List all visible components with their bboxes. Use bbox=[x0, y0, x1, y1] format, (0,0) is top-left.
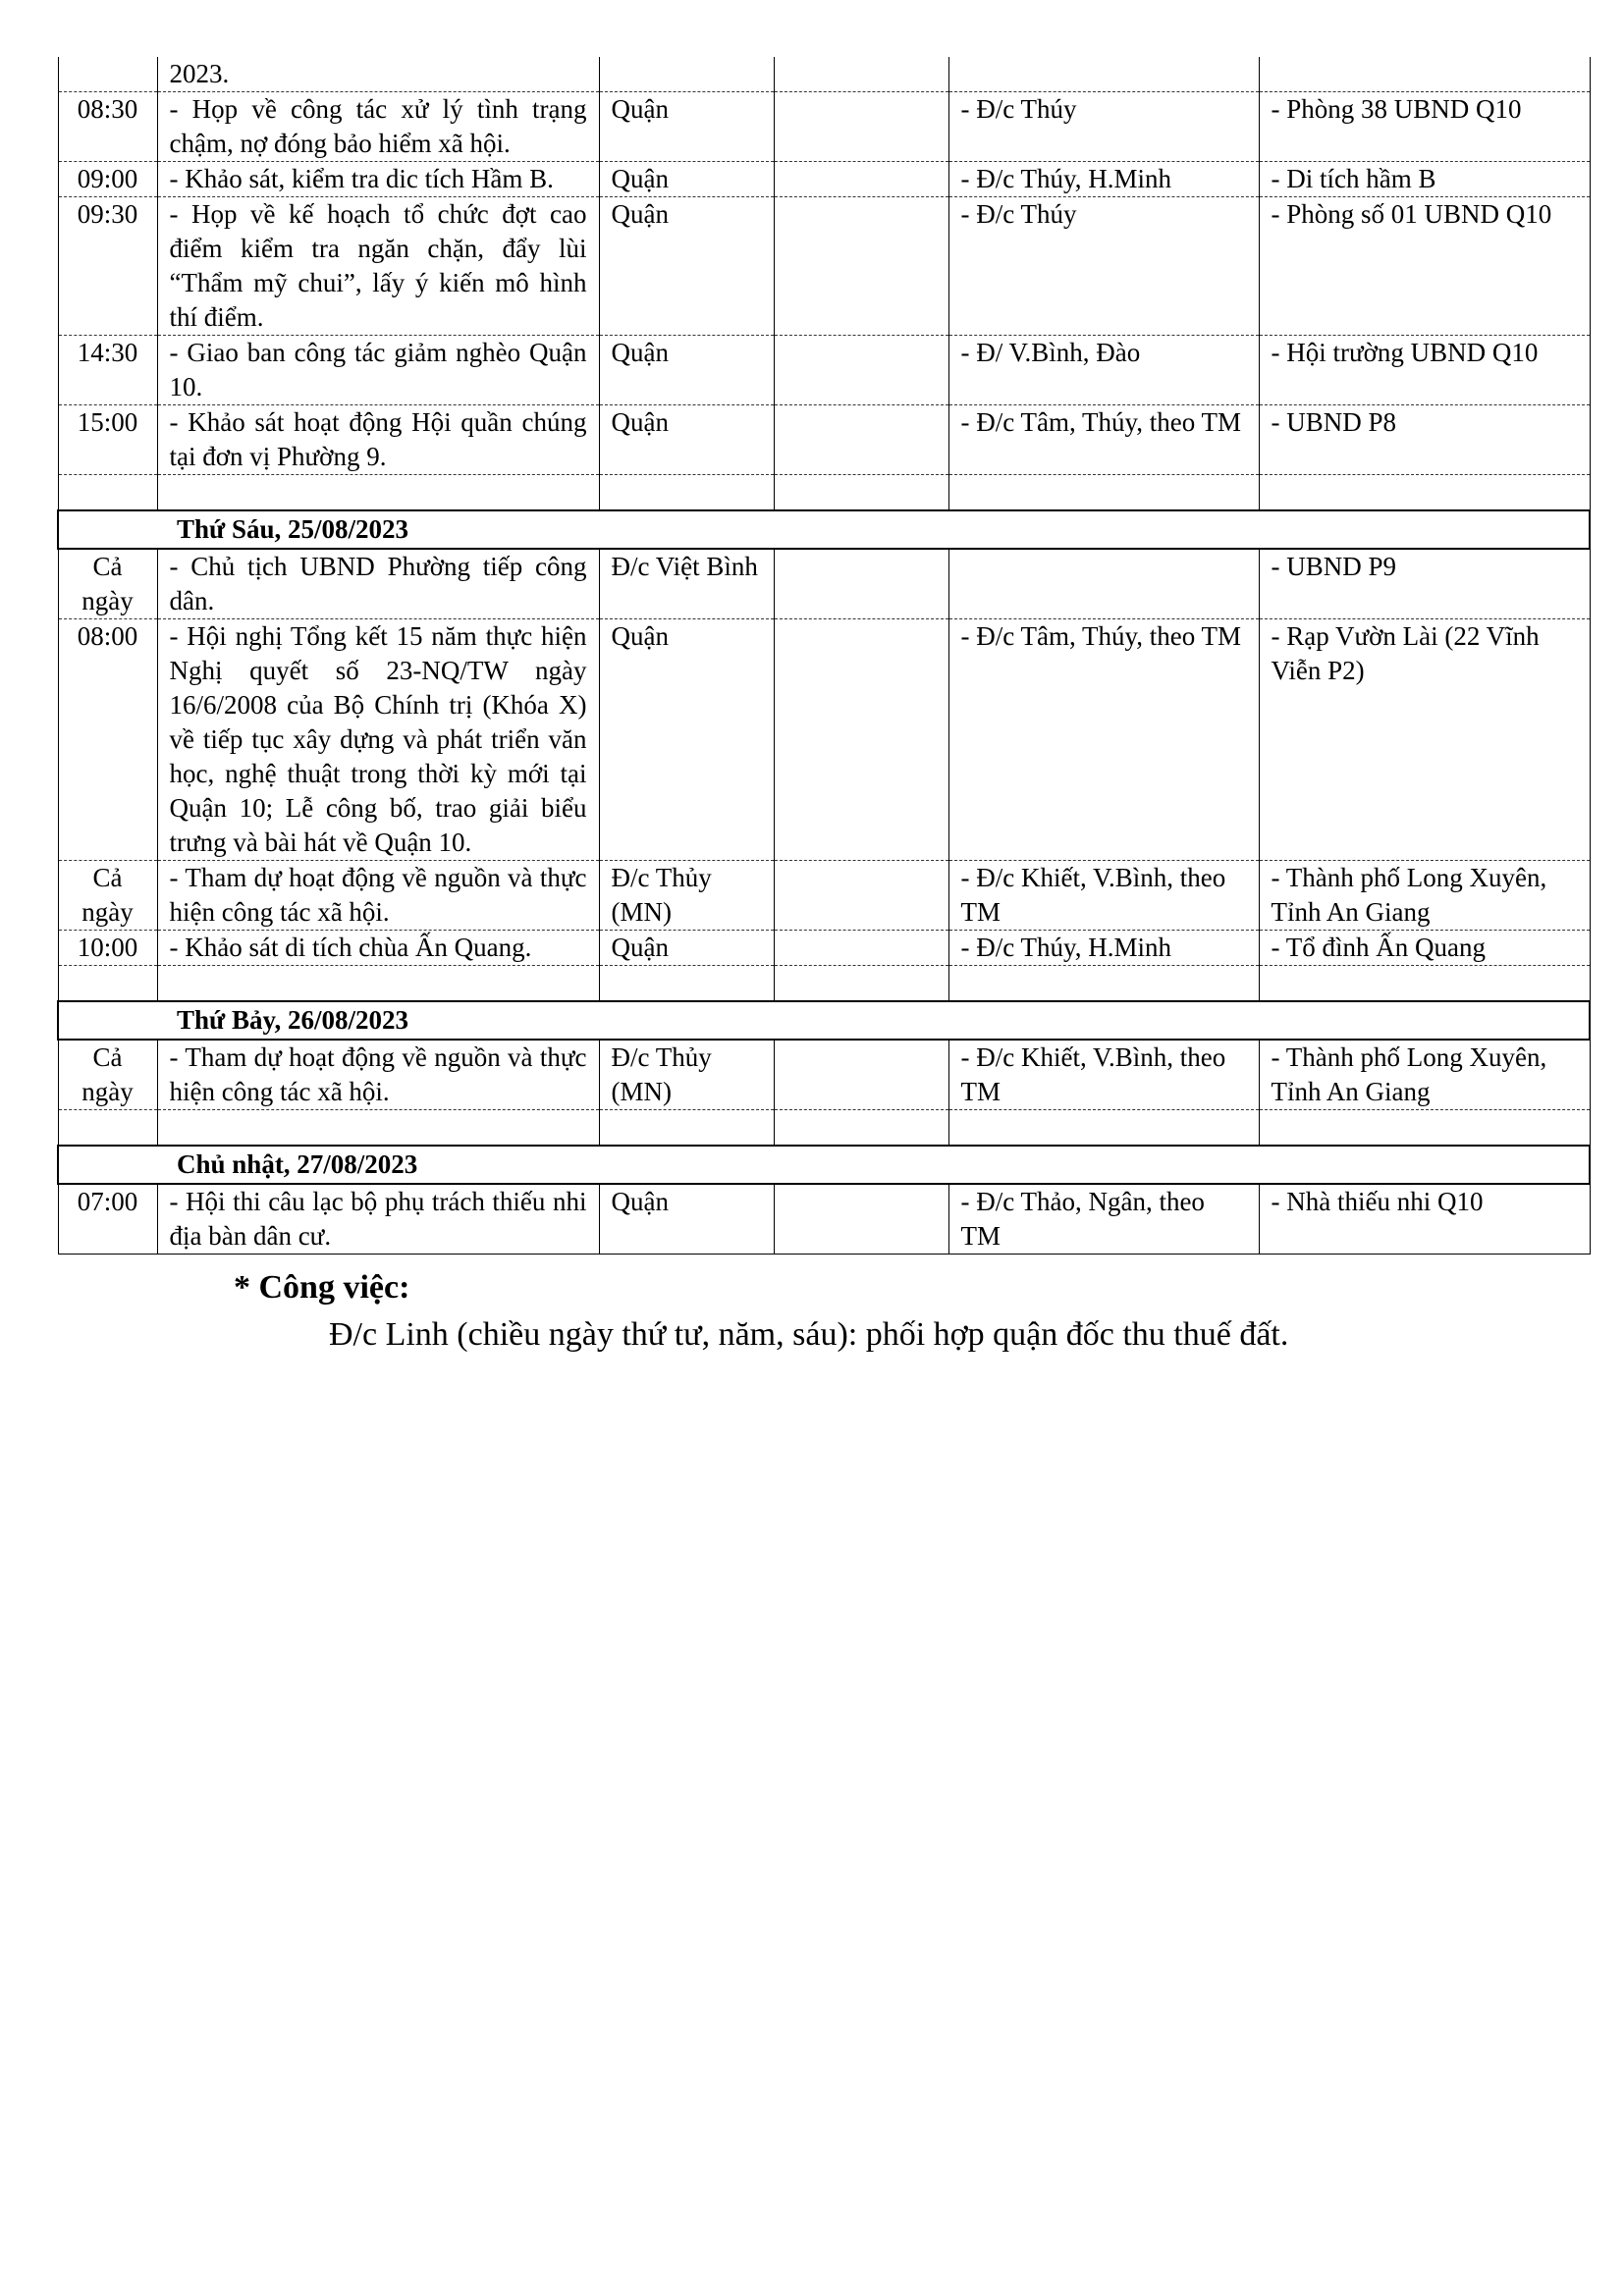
blank-cell bbox=[1259, 966, 1590, 1002]
participants-cell: - Đ/ V.Bình, Đào bbox=[948, 336, 1259, 405]
prep-cell bbox=[774, 549, 948, 619]
day-header: Thứ Bảy, 26/08/2023 bbox=[58, 1001, 1590, 1040]
participants-cell: - Đ/c Khiết, V.Bình, theo TM bbox=[948, 1040, 1259, 1110]
blank-row bbox=[58, 475, 1590, 511]
participants-cell bbox=[948, 57, 1259, 92]
host-cell: Đ/c Thủy (MN) bbox=[599, 861, 774, 931]
table-row bbox=[58, 162, 1590, 197]
participants-cell: - Đ/c Tâm, Thúy, theo TM bbox=[948, 619, 1259, 861]
table-row bbox=[58, 197, 1590, 336]
table-row bbox=[58, 1184, 1590, 1255]
table-row bbox=[58, 931, 1590, 966]
prep-cell bbox=[774, 931, 948, 966]
host-cell: Quận bbox=[599, 336, 774, 405]
location-cell: - Hội trường UBND Q10 bbox=[1259, 336, 1590, 405]
table-row bbox=[58, 619, 1590, 861]
location-cell: - Thành phố Long Xuyên, Tỉnh An Giang bbox=[1259, 861, 1590, 931]
work-section-text: Đ/c Linh (chiều ngày thứ tư, năm, sáu): phối hợp quận đốc thu thuế đất. bbox=[329, 1316, 1289, 1353]
location-cell: - UBND P8 bbox=[1259, 405, 1590, 475]
prep-cell bbox=[774, 197, 948, 336]
host-cell: Quận bbox=[599, 92, 774, 162]
participants-cell: - Đ/c Thảo, Ngân, theo TM bbox=[948, 1184, 1259, 1255]
time-cell: 09:30 bbox=[58, 197, 157, 336]
location-cell: - UBND P9 bbox=[1259, 549, 1590, 619]
day-header: Thứ Sáu, 25/08/2023 bbox=[58, 510, 1590, 549]
page bbox=[57, 57, 1589, 1355]
table-row bbox=[58, 336, 1590, 405]
content-cell: - Khảo sát hoạt động Hội quần chúng tại đơn vị Phường 9. bbox=[157, 405, 599, 475]
time-cell: 14:30 bbox=[58, 336, 157, 405]
participants-cell: - Đ/c Thúy bbox=[948, 92, 1259, 162]
time-cell: Cả ngày bbox=[58, 1040, 157, 1110]
time-cell: 10:00 bbox=[58, 931, 157, 966]
participants-cell: - Đ/c Thúy, H.Minh bbox=[948, 162, 1259, 197]
time-cell: 07:00 bbox=[58, 1184, 157, 1255]
host-cell: Đ/c Thủy (MN) bbox=[599, 1040, 774, 1110]
participants-cell bbox=[948, 549, 1259, 619]
location-cell: - Phòng 38 UBND Q10 bbox=[1259, 92, 1590, 162]
blank-cell bbox=[58, 475, 157, 511]
blank-cell bbox=[774, 475, 948, 511]
blank-cell bbox=[948, 475, 1259, 511]
blank-cell bbox=[599, 1110, 774, 1147]
blank-cell bbox=[1259, 475, 1590, 511]
prep-cell bbox=[774, 336, 948, 405]
location-cell: - Nhà thiếu nhi Q10 bbox=[1259, 1184, 1590, 1255]
prep-cell bbox=[774, 162, 948, 197]
participants-cell: - Đ/c Khiết, V.Bình, theo TM bbox=[948, 861, 1259, 931]
participants-cell: - Đ/c Thúy, H.Minh bbox=[948, 931, 1259, 966]
host-cell: Quận bbox=[599, 197, 774, 336]
blank-cell bbox=[1259, 1110, 1590, 1147]
blank-row bbox=[58, 966, 1590, 1002]
time-cell: Cả ngày bbox=[58, 549, 157, 619]
blank-cell bbox=[58, 966, 157, 1002]
table-row bbox=[58, 549, 1590, 619]
blank-cell bbox=[599, 475, 774, 511]
content-cell: - Tham dự hoạt động về nguồn và thực hiện công tác xã hội. bbox=[157, 1040, 599, 1110]
work-section-title: * Công việc: bbox=[234, 1269, 410, 1306]
table-row bbox=[58, 57, 1590, 92]
time-cell: 08:30 bbox=[58, 92, 157, 162]
host-cell: Quận bbox=[599, 1184, 774, 1255]
location-cell: - Phòng số 01 UBND Q10 bbox=[1259, 197, 1590, 336]
blank-cell bbox=[157, 1110, 599, 1147]
blank-cell bbox=[157, 475, 599, 511]
table-row bbox=[58, 92, 1590, 162]
table-row bbox=[58, 861, 1590, 931]
time-cell: 15:00 bbox=[58, 405, 157, 475]
host-cell: Đ/c Việt Bình bbox=[599, 549, 774, 619]
content-cell: - Tham dự hoạt động về nguồn và thực hiện công tác xã hội. bbox=[157, 861, 599, 931]
content-cell: - Hội nghị Tổng kết 15 năm thực hiện Nghị quyết số 23-NQ/TW ngày 16/6/2008 của Bộ Chính trị (Khóa X) về tiếp tục xây dựng và phát triển văn học, nghệ thuật trong thời kỳ mới tại Quận 10; Lễ công bố, trao giải biểu trưng và bài hát về Quận 10. bbox=[157, 619, 599, 861]
blank-row bbox=[58, 1110, 1590, 1147]
prep-cell bbox=[774, 405, 948, 475]
blank-cell bbox=[58, 1110, 157, 1147]
time-cell: 09:00 bbox=[58, 162, 157, 197]
prep-cell bbox=[774, 1040, 948, 1110]
schedule-table bbox=[57, 57, 1591, 1255]
blank-cell bbox=[599, 966, 774, 1002]
host-cell: Quận bbox=[599, 162, 774, 197]
table-row bbox=[58, 1040, 1590, 1110]
time-cell: Cả ngày bbox=[58, 861, 157, 931]
blank-cell bbox=[774, 1110, 948, 1147]
table-row bbox=[58, 405, 1590, 475]
blank-cell bbox=[948, 966, 1259, 1002]
blank-cell bbox=[948, 1110, 1259, 1147]
blank-cell bbox=[774, 966, 948, 1002]
content-cell: - Khảo sát, kiểm tra dic tích Hầm B. bbox=[157, 162, 599, 197]
content-cell: - Họp về công tác xử lý tình trạng chậm, nợ đóng bảo hiểm xã hội. bbox=[157, 92, 599, 162]
host-cell: Quận bbox=[599, 405, 774, 475]
day-header-row bbox=[58, 1146, 1590, 1184]
work-section bbox=[57, 1268, 1589, 1355]
prep-cell bbox=[774, 1184, 948, 1255]
day-header: Chủ nhật, 27/08/2023 bbox=[58, 1146, 1590, 1184]
time-cell bbox=[58, 57, 157, 92]
content-cell: 2023. bbox=[157, 57, 599, 92]
host-cell: Quận bbox=[599, 931, 774, 966]
host-cell bbox=[599, 57, 774, 92]
prep-cell bbox=[774, 57, 948, 92]
content-cell: - Chủ tịch UBND Phường tiếp công dân. bbox=[157, 549, 599, 619]
location-cell: - Thành phố Long Xuyên, Tỉnh An Giang bbox=[1259, 1040, 1590, 1110]
location-cell bbox=[1259, 57, 1590, 92]
prep-cell bbox=[774, 619, 948, 861]
time-cell: 08:00 bbox=[58, 619, 157, 861]
day-header-row bbox=[58, 510, 1590, 549]
content-cell: - Họp về kế hoạch tổ chức đợt cao điểm kiểm tra ngăn chặn, đẩy lùi “Thẩm mỹ chui”, lấy ý kiến mô hình thí điểm. bbox=[157, 197, 599, 336]
prep-cell bbox=[774, 861, 948, 931]
host-cell: Quận bbox=[599, 619, 774, 861]
blank-cell bbox=[157, 966, 599, 1002]
content-cell: - Giao ban công tác giảm nghèo Quận 10. bbox=[157, 336, 599, 405]
content-cell: - Khảo sát di tích chùa Ấn Quang. bbox=[157, 931, 599, 966]
location-cell: - Rạp Vườn Lài (22 Vĩnh Viễn P2) bbox=[1259, 619, 1590, 861]
day-header-row bbox=[58, 1001, 1590, 1040]
prep-cell bbox=[774, 92, 948, 162]
participants-cell: - Đ/c Tâm, Thúy, theo TM bbox=[948, 405, 1259, 475]
content-cell: - Hội thi câu lạc bộ phụ trách thiếu nhi địa bàn dân cư. bbox=[157, 1184, 599, 1255]
location-cell: - Di tích hầm B bbox=[1259, 162, 1590, 197]
location-cell: - Tổ đình Ấn Quang bbox=[1259, 931, 1590, 966]
participants-cell: - Đ/c Thúy bbox=[948, 197, 1259, 336]
